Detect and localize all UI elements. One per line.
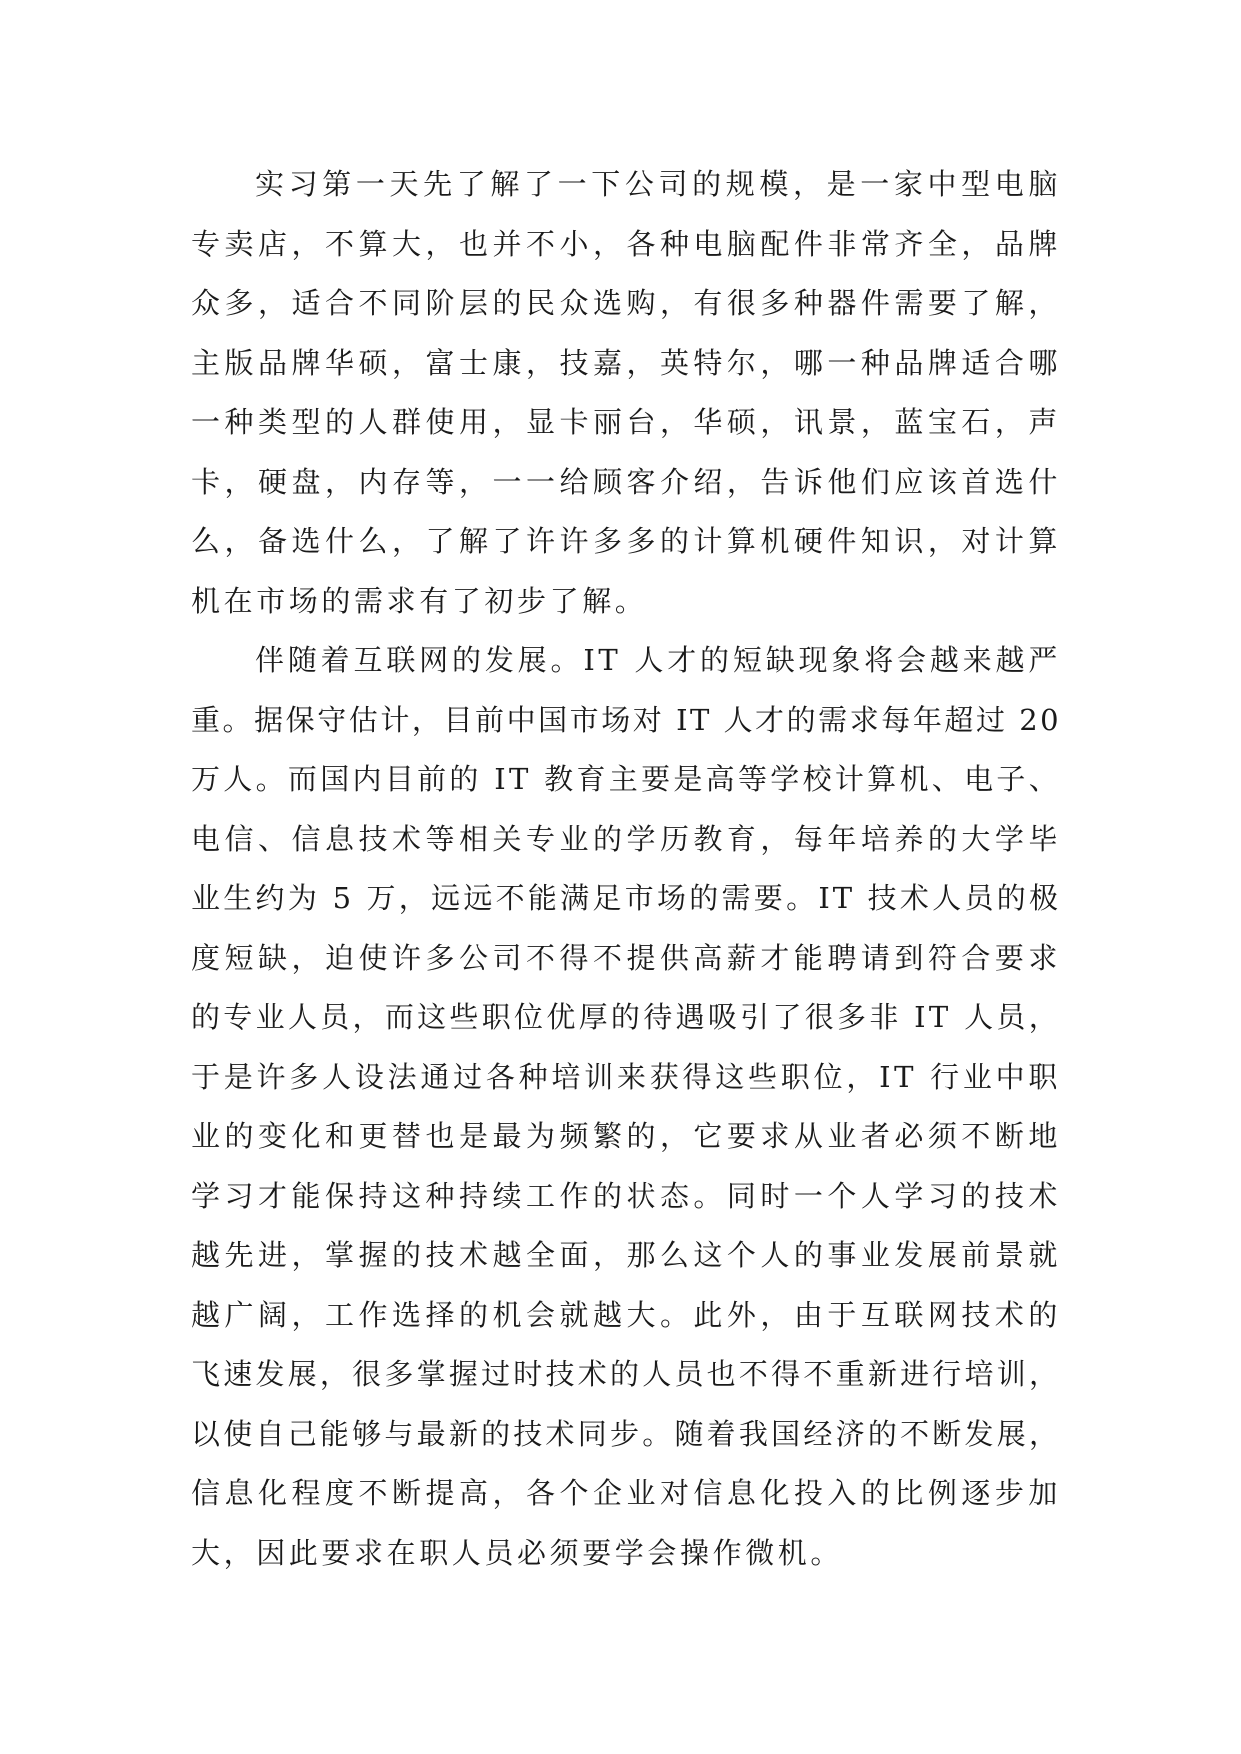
text-line: 大，因此要求在职人员必须要学会操作微机。 xyxy=(191,1535,844,1570)
text-line: 飞速发展，很多掌握过时技术的人员也不得不重新进行培训， xyxy=(191,1357,1061,1391)
text-line: 机在市场的需求有了初步了解。 xyxy=(191,583,648,618)
body-text xyxy=(191,155,1061,1583)
text-line: 实习第一天先了解了一下公司的规模，是一家中型电脑 xyxy=(255,167,1061,201)
text-line: 主版品牌华硕，富士康，技嘉，英特尔，哪一种品牌适合哪 xyxy=(191,345,1061,380)
text-line: 电信、信息技术等相关专业的学历教育，每年培养的大学毕 xyxy=(191,821,1061,856)
text-line: 越广阔，工作选择的机会就越大。此外，由于互联网技术的 xyxy=(191,1297,1061,1332)
text-line: 么，备选什么，了解了许许多多的计算机硬件知识，对计算 xyxy=(191,524,1061,558)
text-line: 伴随着互联网的发展。IT 人才的短缺现象将会越来越严 xyxy=(255,643,1061,677)
text-line: 万人。而国内目前的 IT 教育主要是高等学校计算机、电子、 xyxy=(191,762,1061,796)
text-line: 业的变化和更替也是最为频繁的，它要求从业者必须不断地 xyxy=(191,1119,1061,1153)
text-line: 众多，适合不同阶层的民众选购，有很多种器件需要了解， xyxy=(191,286,1061,320)
text-line: 学习才能保持这种持续工作的状态。同时一个人学习的技术 xyxy=(191,1178,1061,1213)
text-line: 卡，硬盘，内存等，一一给顾客介绍，告诉他们应该首选什 xyxy=(191,464,1061,499)
paragraph xyxy=(191,631,1061,1583)
text-line: 的专业人员，而这些职位优厚的待遇吸引了很多非 IT 人员， xyxy=(191,1000,1061,1034)
text-line: 越先进，掌握的技术越全面，那么这个人的事业发展前景就 xyxy=(191,1238,1061,1272)
text-line: 重。据保守估计，目前中国市场对 IT 人才的需求每年超过 20 xyxy=(191,702,1061,737)
text-line: 专卖店，不算大，也并不小，各种电脑配件非常齐全，品牌 xyxy=(191,226,1061,261)
text-line: 业生约为 5 万，远远不能满足市场的需要。IT 技术人员的极 xyxy=(191,881,1061,915)
text-line: 以使自己能够与最新的技术同步。随着我国经济的不断发展， xyxy=(191,1416,1061,1451)
text-line: 度短缺，迫使许多公司不得不提供高薪才能聘请到符合要求 xyxy=(191,940,1061,975)
paragraph xyxy=(191,155,1061,631)
text-line: 于是许多人设法通过各种培训来获得这些职位，IT 行业中职 xyxy=(191,1059,1061,1094)
text-line: 信息化程度不断提高，各个企业对信息化投入的比例逐步加 xyxy=(191,1476,1061,1510)
text-line: 一种类型的人群使用，显卡丽台，华硕，讯景，蓝宝石，声 xyxy=(191,405,1061,439)
